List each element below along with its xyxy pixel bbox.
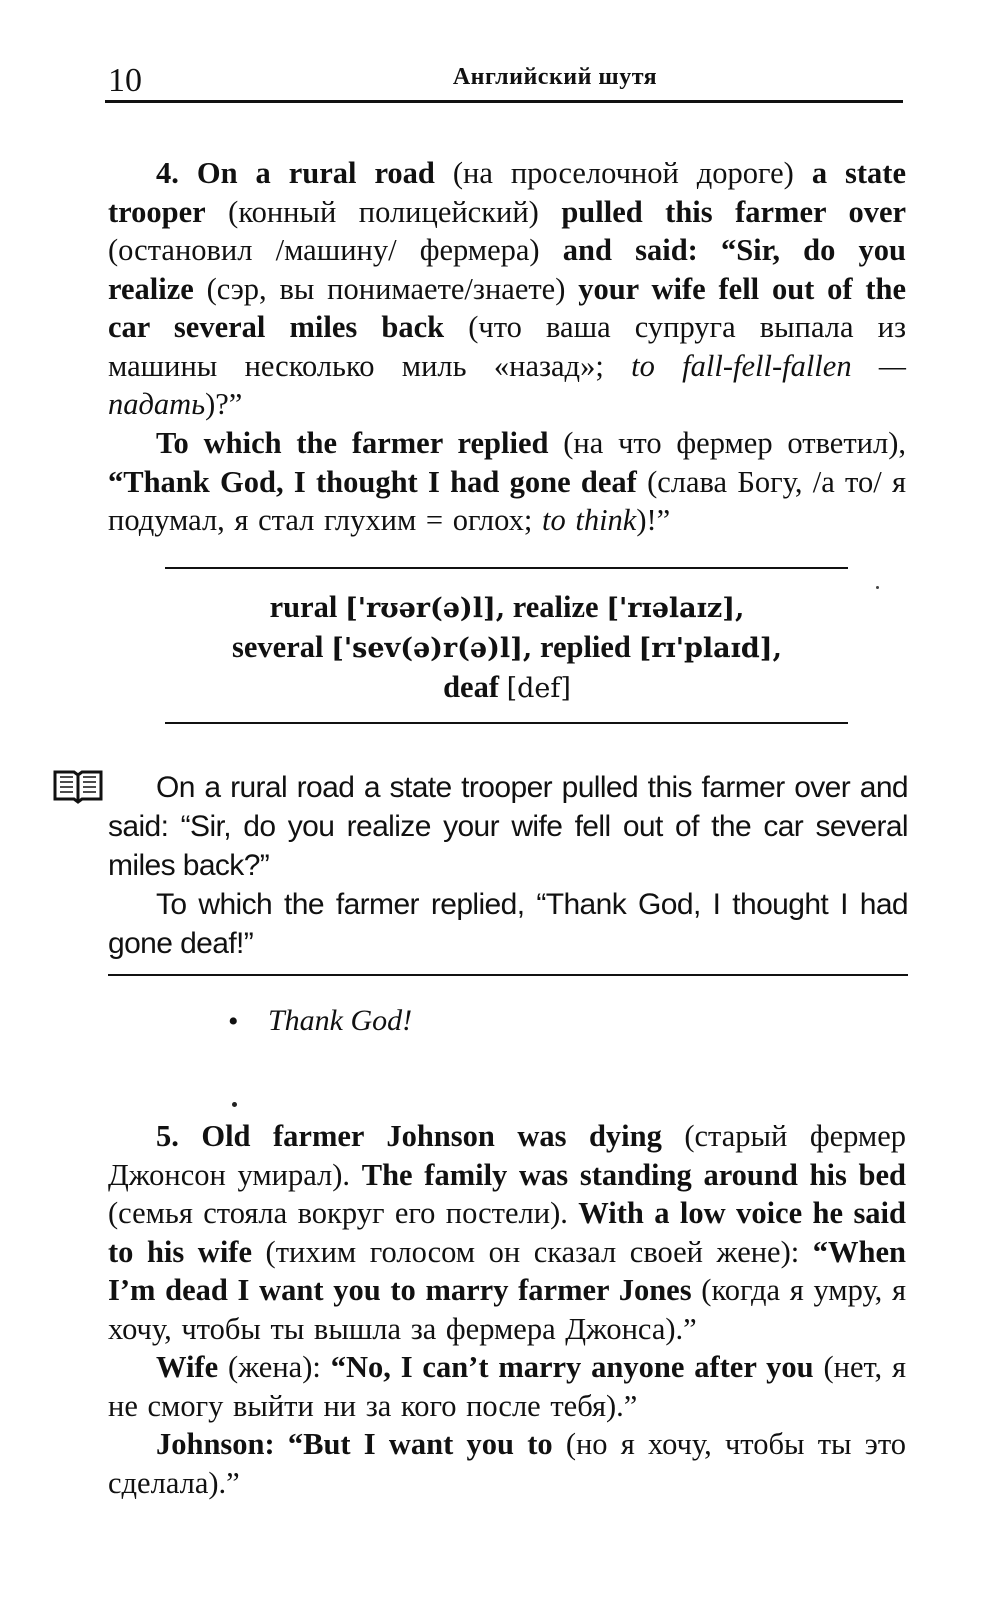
english-text: “No, I can’t marry anyone after you <box>330 1350 814 1384</box>
joke-4-paragraph-2 <box>108 424 906 540</box>
english-text: your wife fell out of the car several miles back <box>108 271 907 344</box>
reading-text-body: To which the farmer replied, “Thank God, I thought I had gone deaf!” <box>108 888 908 960</box>
bullet: • <box>228 1005 239 1038</box>
closing-punct: )!” <box>636 503 671 537</box>
joke-number: 5. <box>156 1119 179 1153</box>
english-text: a state trooper <box>108 156 906 229</box>
english-text: “When I’m dead I want you to marry farmer Jones <box>108 1234 906 1307</box>
phonetic-word: rural <box>269 590 338 624</box>
reading-paragraph-2 <box>108 885 908 963</box>
closing-punct: )?” <box>205 387 243 421</box>
russian-gloss: (жена): <box>227 1350 321 1384</box>
russian-gloss: (когда я умру, я хочу, чтобы ты вышла за фермера Джонса).” <box>108 1273 906 1346</box>
phonetics-block <box>108 588 906 708</box>
russian-gloss: (слава Богу, /а то/ я подумал, я стал глухим = оглох; <box>108 464 906 537</box>
english-text: Old farmer Johnson was dying <box>201 1119 662 1153</box>
running-title: Английский шутя <box>452 64 658 90</box>
russian-gloss-italic: to fall-fell-fallen — падать <box>108 348 906 421</box>
english-text: To which the farmer replied <box>156 426 549 460</box>
joke-5-paragraph-2 <box>108 1348 906 1425</box>
phonetic-transcription: ['rɪəlaɪz], <box>606 593 745 624</box>
russian-gloss: (что ваша супруга выпала из машины несколько миль «назад»; <box>108 310 907 383</box>
reading-bottom-rule <box>108 974 908 976</box>
english-text: pulled this farmer over <box>561 194 907 229</box>
phonetic-word: replied <box>539 630 631 664</box>
russian-gloss: (конный полицейский) <box>228 194 539 229</box>
russian-gloss: (семья стояла вокруг его постели). <box>108 1196 568 1230</box>
phonetic-transcription: [rɪ'plaɪd], <box>638 633 782 664</box>
phonetic-word: deaf <box>443 670 499 704</box>
russian-gloss: (но я хочу, чтобы ты это сделала).” <box>108 1427 906 1500</box>
russian-gloss: (тихим голосом он сказал своей жене): <box>265 1234 800 1269</box>
english-text: Johnson: “But I want you to <box>156 1427 553 1461</box>
russian-gloss: (на проселочной дороге) <box>452 156 794 190</box>
russian-gloss: (на что фермер ответил), <box>563 426 906 460</box>
english-text: On a rural road <box>196 156 435 190</box>
joke-5-paragraph-1 <box>108 1117 906 1348</box>
header-rule <box>105 100 903 103</box>
page-number: 10 <box>108 62 142 99</box>
russian-gloss-italic: to think <box>542 503 637 537</box>
print-speck <box>232 1102 237 1107</box>
joke-number: 4. <box>156 156 179 190</box>
english-text: “Thank God, I thought I had gone deaf <box>108 464 637 499</box>
joke-4-paragraph-1 <box>108 154 906 424</box>
english-text: and said: “Sir, do you realize <box>108 233 906 306</box>
expression-text: Thank God! <box>268 1004 413 1037</box>
phonetic-transcription: [def] <box>506 673 571 704</box>
phonetic-word: several <box>232 630 324 664</box>
russian-gloss: (сэр, вы понимаете/знаете) <box>206 271 566 306</box>
phonetic-word: realize <box>512 590 599 624</box>
english-text: Wife <box>156 1350 219 1384</box>
english-text: The family was standing around his bed <box>361 1157 906 1192</box>
joke-5-paragraph-3 <box>108 1425 906 1502</box>
phonetics-bottom-rule <box>165 722 848 724</box>
phonetic-transcription: ['sev(ə)r(ə)l], <box>331 633 533 664</box>
russian-gloss: (нет, я не смогу выйти ни за кого после тебя).” <box>108 1350 907 1423</box>
reading-text-body: On a rural road a state trooper pulled this farmer over and said: “Sir, do you realize your wife fell out of the car several miles back?” <box>108 771 908 882</box>
phonetic-transcription: ['rʊər(ə)l], <box>344 593 506 624</box>
russian-gloss: (остановил /машину/ фермера) <box>108 233 540 267</box>
reading-text <box>108 768 908 963</box>
english-text: With a low voice he said to his wife <box>108 1196 906 1269</box>
reading-paragraph-1 <box>108 768 908 885</box>
open-book-icon <box>52 768 104 804</box>
phonetics-top-rule <box>165 567 848 569</box>
russian-gloss: (старый фермер Джонсон умирал). <box>108 1119 906 1192</box>
